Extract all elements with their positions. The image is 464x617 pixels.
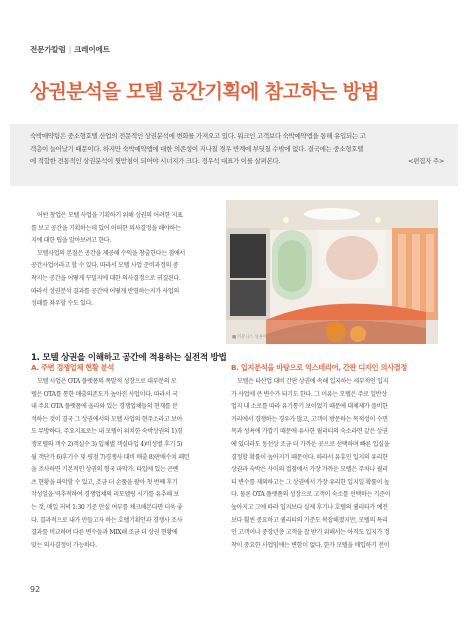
intro-line: 어떤 창업은 모텔 사업을 기획하기 위해 상권의 어려한 지표 <box>37 212 183 219</box>
body-line: 모텔 사업은 OTA 플랫폼의 폭발적 성장으로 대부분의 모 <box>37 378 177 385</box>
body-line: 높아지고 그에 따라 입지보다 실제 후기나 호텔의 퀄리티가 예전 <box>231 503 388 511</box>
photo-caption: ■ 커뮤니스 상권에 있는 모텔 로비의 공간으로 모델 커플 사례 <box>232 335 344 340</box>
body-line: 츠 현황을 파악할 수 있고, 조금 더 손품을 팔아 첫 번째 후기 <box>31 478 178 486</box>
body-line: 착이 중요한 사업임에는 변함이 없다. 한가 모텔을 매입하기 전이 <box>231 541 390 549</box>
intro-line: 공간사업이라고 할 수 있다. 따라서 모텔 사업 준비과정의 중 <box>31 262 179 270</box>
body-line: 보다 훨씬 중요하고 퀄리티의 기준도 복잡해졌지만, 모텔의 특리 <box>231 516 388 524</box>
subheading-b: B. 입지분석을 바탕으로 익스테리어, 간판 디자인 의사결정 <box>231 363 408 372</box>
body-line: 을 조사하면 기본적인 상권의 형국 파악가. 타입에 있는 곤벤 <box>31 466 179 474</box>
body-line: 거리에서 경쟁하는 경우가 많고, 고객이 방문하는 목적성이 수면 <box>231 415 388 423</box>
body-line: 는 것, 매일 저녁 1:30 기준 만실 여부를 체크해본다면 더욱 좋 <box>31 503 183 511</box>
intro-line: 착지는 공간을 어떻게 꾸밀지에 대한 의사결정으로 귀결된다. <box>31 274 181 282</box>
body-column-a <box>31 376 221 552</box>
body-line: 결정할 확률이 높아지기 때문이다. 따라서 유휴인 입지의 유리한 <box>231 453 388 461</box>
lead-line: 에 적합한 전통적인 상권분석이 뒷받침이 되어야 시너지가 크다. 정우석 대표가 이를 살펴본다. <box>30 157 281 166</box>
body-line: 상권과 숙박은 사이의 접점에서 가장 가까운 모텔은 주차나 퀄리 <box>231 466 388 474</box>
body-line: 목과 성욕에 가깝기 때문에 유사한 퀄리티의 숙소라면 같은 상권 <box>231 428 388 436</box>
body-line: 도 무방하다. 주요지표로는 내 모텔이 위치한 숙박상권의 1)경 <box>31 428 183 436</box>
running-header <box>30 44 110 55</box>
body-line: 맞는 의사결정이 가능하다. <box>31 541 97 549</box>
body-line: 결과를 비교하며 다른 변수들과 MIX해 조금 더 상권 현황에 <box>31 529 178 537</box>
intro-line: 모텔사업의 본질은 공간을 제공해 수익을 창출한다는 점에서 <box>37 249 185 257</box>
subheading-a: A. 주변 경쟁업체 현황 분석 <box>31 363 115 372</box>
header-section: 크레이에트 <box>74 45 110 54</box>
lead-last-line <box>30 155 444 168</box>
body-line: 석하는 것이 결국 그 상권에서의 모텔 사업의 현주소라고 보아 <box>31 415 183 423</box>
body-line: 텔은 OTA를 통한 매출의존도가 높아진 사업이다. 따라서 국 <box>31 390 178 398</box>
body-line: 내 주요 OTA 플랫폼에 올라와 있는 경쟁업체들의 현재를 분 <box>31 403 178 411</box>
lead-line: 숙박매약팀은 중소형호텔 산업의 전문적인 상권분석에 변화를 가져오고 있다. 워크인 고객보다 숙박예약앱을 통해 유입되는 고 <box>30 132 366 140</box>
body-line: 인 고객이나 중장년층 고객을 잡 받기 위해서는 아직도 입지가 정 <box>231 529 390 537</box>
body-line: 월 객단가 6)후기수 및 평점 7)경쟁사 대비 매출 8)판매수치 패턴 <box>31 453 190 461</box>
lobby-photo <box>226 200 438 344</box>
article-title: 상권분석을 모텔 공간기획에 참고하는 방법 <box>30 80 379 103</box>
body-line: 다. 결과적으로 내가 만들고자 하는 호텔기획안과 경쟁사 조사 <box>31 516 183 524</box>
body-line: 가 사업에 큰 변수가 되기도 한다. 그 이유는 모텔은 주로 일반상 <box>231 390 387 398</box>
body-line: 모텔은 타산업 대비 간판 상권에 속해 입지하는 세부적인 입지 <box>237 378 389 385</box>
page-number: 92 <box>30 585 41 594</box>
body-line: 작성일을 역추적하여 경쟁업체의 리모델링 시기를 유추해 보 <box>31 491 179 499</box>
section-heading: 1. 모텔 상권을 이해하고 공간에 적용하는 실전적 방법 <box>31 353 227 363</box>
intro-paragraphs <box>31 210 221 311</box>
body-line: 다. 물론 OTA 플랫폼의 성장으로 고객이 숙소를 선택하는 기준이 <box>231 491 391 499</box>
lead-text <box>30 130 444 168</box>
body-line: 업지 내 소로를 따라 유기통기 보이었기 때문에 대체제가 즐비한 <box>231 403 388 411</box>
intro-line: 지에 대한 팁을 알아보려고 한다. <box>31 237 111 245</box>
header-separator: | <box>68 45 72 54</box>
intro-line: 를 보고 공간을 기획하는데 있어 어떠한 의사결정을 해야하는 <box>31 224 181 232</box>
intro-line: 성패를 좌우할 수도 있다. <box>31 300 93 308</box>
intro-line: 따라서 상권분석 결과를 공간에 어떻게 반영하는지가 사업의 <box>31 287 179 295</box>
body-line: 에 있더라도 동선상 조금 더 가까운 곳으로 선택하며 빠른 입실을 <box>231 440 390 448</box>
lead-byline: <편집자 주> <box>408 157 444 166</box>
body-column-b <box>231 376 435 552</box>
body-line: 쟁모텔의 객수 2)객실수 3) 입체별 객실타입 4)비성별 후기 5) <box>31 440 183 448</box>
lead-line: 객층이 늘어났기 때문이다. 하지만 숙박예약앱에 대한 의존성이 지나칠 경우 반계에 부딪칠 수밖에 없다. 결국에는 중소형호텔 <box>30 144 364 153</box>
body-line: 티 변수를 제외하고는 그 상권에서 가장 유리한 입지일 확률이 높 <box>231 478 390 486</box>
header-category: 전문가칼럼 <box>30 45 66 54</box>
